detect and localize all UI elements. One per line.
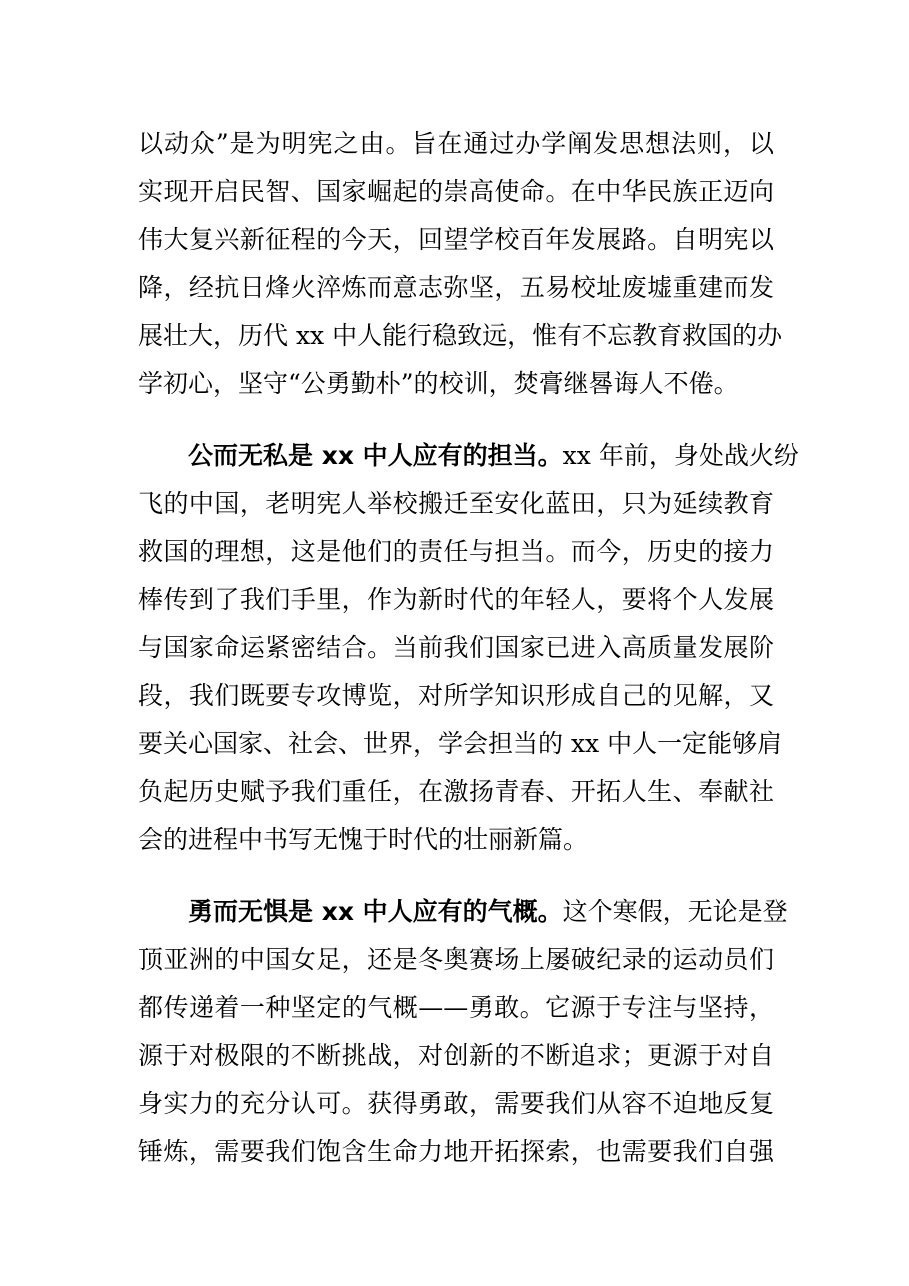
text-line: 救国的理想，这是他们的责任与担当。而今，历史的接力 — [138, 537, 774, 566]
text-line: 学初心，坚守“公勇勤朴”的校训，焚膏继晷诲人不倦。 — [138, 369, 739, 398]
text-line-first — [138, 888, 788, 936]
text-line: 伟大复兴新征程的今天，回望学校百年发展路。自明宪以 — [138, 225, 774, 254]
paragraph-gap — [138, 864, 774, 888]
paragraph-lead: 勇而无惧是 xx 中人应有的气概。 — [188, 897, 563, 926]
text-line: 都传递着一种坚定的气概——勇敢。它源于专注与坚持， — [138, 993, 774, 1022]
text-line: 实现开启民智、国家崛起的崇高使命。在中华民族正迈向 — [138, 177, 774, 206]
paragraph-lead: 公而无私是 xx 中人应有的担当。 — [188, 441, 563, 470]
text-line: 飞的中国，老明宪人举校搬迁至安化蓝田，只为延续教育 — [138, 489, 774, 518]
text-line: 与国家命运紧密结合。当前我们国家已进入高质量发展阶 — [138, 633, 774, 662]
text-line-rest: xx 年前，身处战火纷 — [562, 441, 799, 470]
paragraph-brave — [138, 888, 788, 1176]
document-page — [138, 120, 799, 1176]
text-line: 展壮大，历代 xx 中人能行稳致远，惟有不忘教育救国的办 — [138, 321, 783, 350]
text-line-rest: 这个寒假，无论是登 — [562, 897, 788, 926]
text-line: 源于对极限的不断挑战，对创新的不断追求；更源于对自 — [138, 1041, 774, 1070]
paragraph-history — [138, 120, 783, 408]
text-line: 降，经抗日烽火淬炼而意志弥坚，五易校址废墟重建而发 — [138, 273, 774, 302]
paragraph-selfless — [138, 432, 799, 864]
text-line: 以动众”是为明宪之由。旨在通过办学阐发思想法则，以 — [138, 129, 774, 158]
text-line: 会的进程中书写无愧于时代的壮丽新篇。 — [138, 825, 589, 854]
paragraph-gap — [138, 408, 774, 432]
text-line: 顶亚洲的中国女足，还是冬奥赛场上屡破纪录的运动员们 — [138, 945, 774, 974]
text-line: 要关心国家、社会、世界，学会担当的 xx 中人一定能够肩 — [138, 729, 783, 758]
text-line: 锤炼，需要我们饱含生命力地开拓探索，也需要我们自强 — [138, 1137, 774, 1166]
text-line-first — [138, 432, 799, 480]
text-line: 棒传到了我们手里，作为新时代的年轻人，要将个人发展 — [138, 585, 774, 614]
text-line: 身实力的充分认可。获得勇敢，需要我们从容不迫地反复 — [138, 1089, 774, 1118]
text-line: 负起历史赋予我们重任，在激扬青春、开拓人生、奉献社 — [138, 777, 774, 806]
text-line: 段，我们既要专攻博览，对所学知识形成自己的见解，又 — [138, 681, 774, 710]
